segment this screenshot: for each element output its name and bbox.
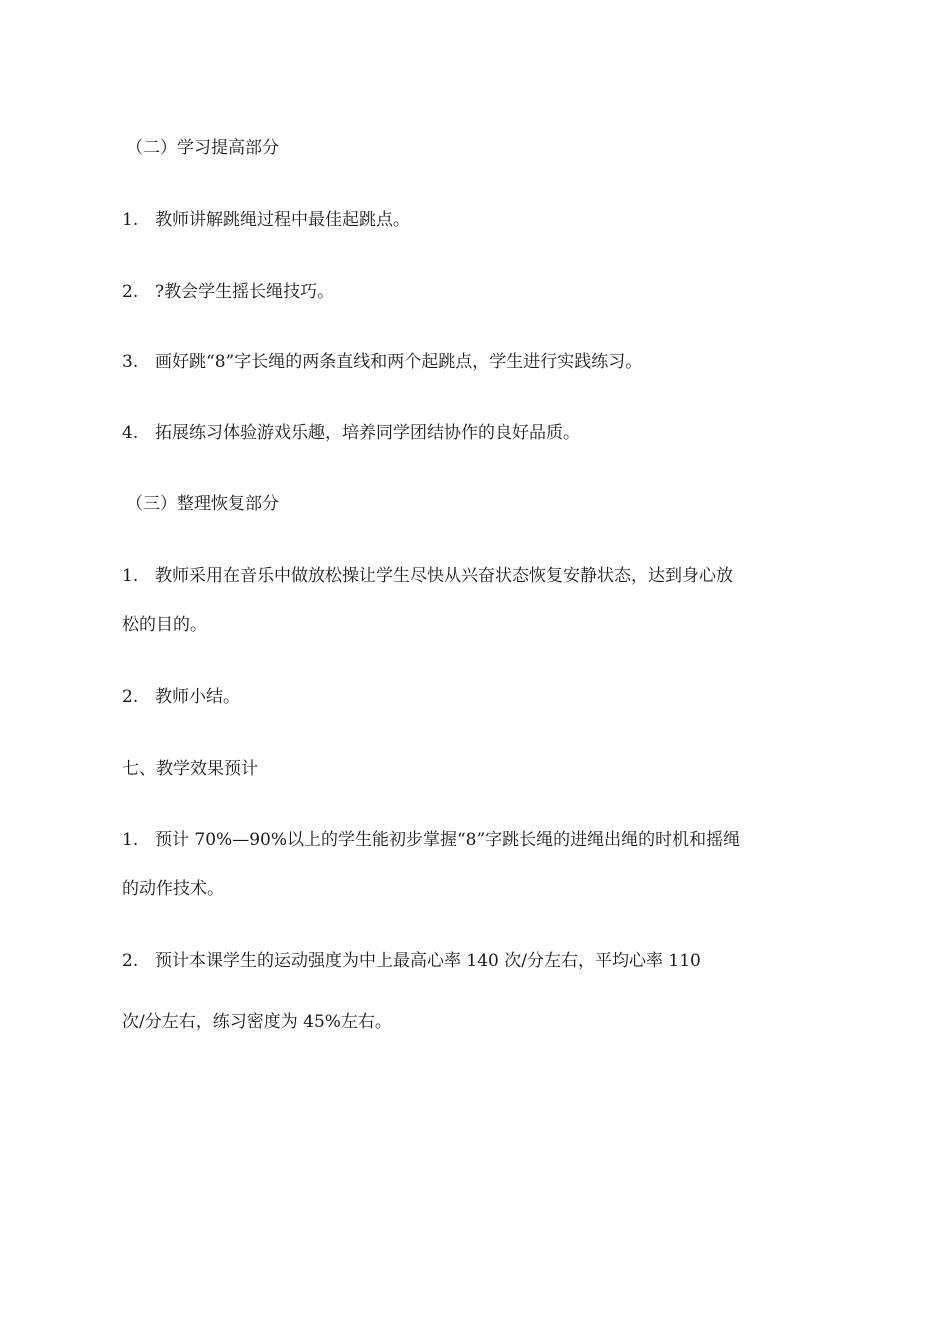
- item-text: 预计本课学生的运动强度为中上最高心率 140 次/分左右，平均心率 110: [155, 951, 701, 971]
- item-text: 预计 70%—90%以上的学生能初步掌握“8”字跳长绳的进绳出绳的时机和摇绳: [155, 830, 741, 850]
- item-text: 画好跳“8”字长绳的两条直线和两个起跳点，学生进行实践练习。: [155, 352, 643, 372]
- list-item: [122, 565, 733, 587]
- item-number: 1.: [122, 830, 139, 850]
- item-number: 1.: [122, 210, 139, 230]
- list-item-continuation: 的动作技术。: [122, 879, 224, 899]
- section-heading-cooldown: （三）整理恢复部分: [126, 494, 279, 514]
- item-number: 2.: [122, 282, 139, 302]
- list-item: [122, 950, 701, 972]
- item-text: 教师讲解跳绳过程中最佳起跳点。: [155, 210, 410, 230]
- section-heading-study-improve: （二）学习提高部分: [126, 138, 279, 158]
- list-item-continuation: 次/分左右，练习密度为 45%左右。: [122, 1012, 392, 1032]
- list-item: [122, 209, 410, 231]
- item-number: 2.: [122, 951, 139, 971]
- list-item: [122, 422, 580, 444]
- section-heading-teaching-effect: 七、教学效果预计: [122, 759, 258, 779]
- list-item-continuation: 松的目的。: [122, 615, 207, 635]
- list-item: [122, 281, 334, 303]
- item-text: 教师小结。: [155, 687, 240, 707]
- list-item: [122, 829, 740, 851]
- item-text: ?教会学生摇长绳技巧。: [155, 282, 335, 302]
- item-number: 2.: [122, 687, 139, 707]
- item-number: 3.: [122, 352, 139, 372]
- item-text: 教师采用在音乐中做放松操让学生尽快从兴奋状态恢复安静状态，达到身心放: [155, 566, 733, 586]
- list-item: [122, 351, 642, 373]
- item-number: 4.: [122, 423, 139, 443]
- list-item: [122, 686, 240, 708]
- item-text: 拓展练习体验游戏乐趣，培养同学团结协作的良好品质。: [155, 423, 580, 443]
- item-number: 1.: [122, 566, 139, 586]
